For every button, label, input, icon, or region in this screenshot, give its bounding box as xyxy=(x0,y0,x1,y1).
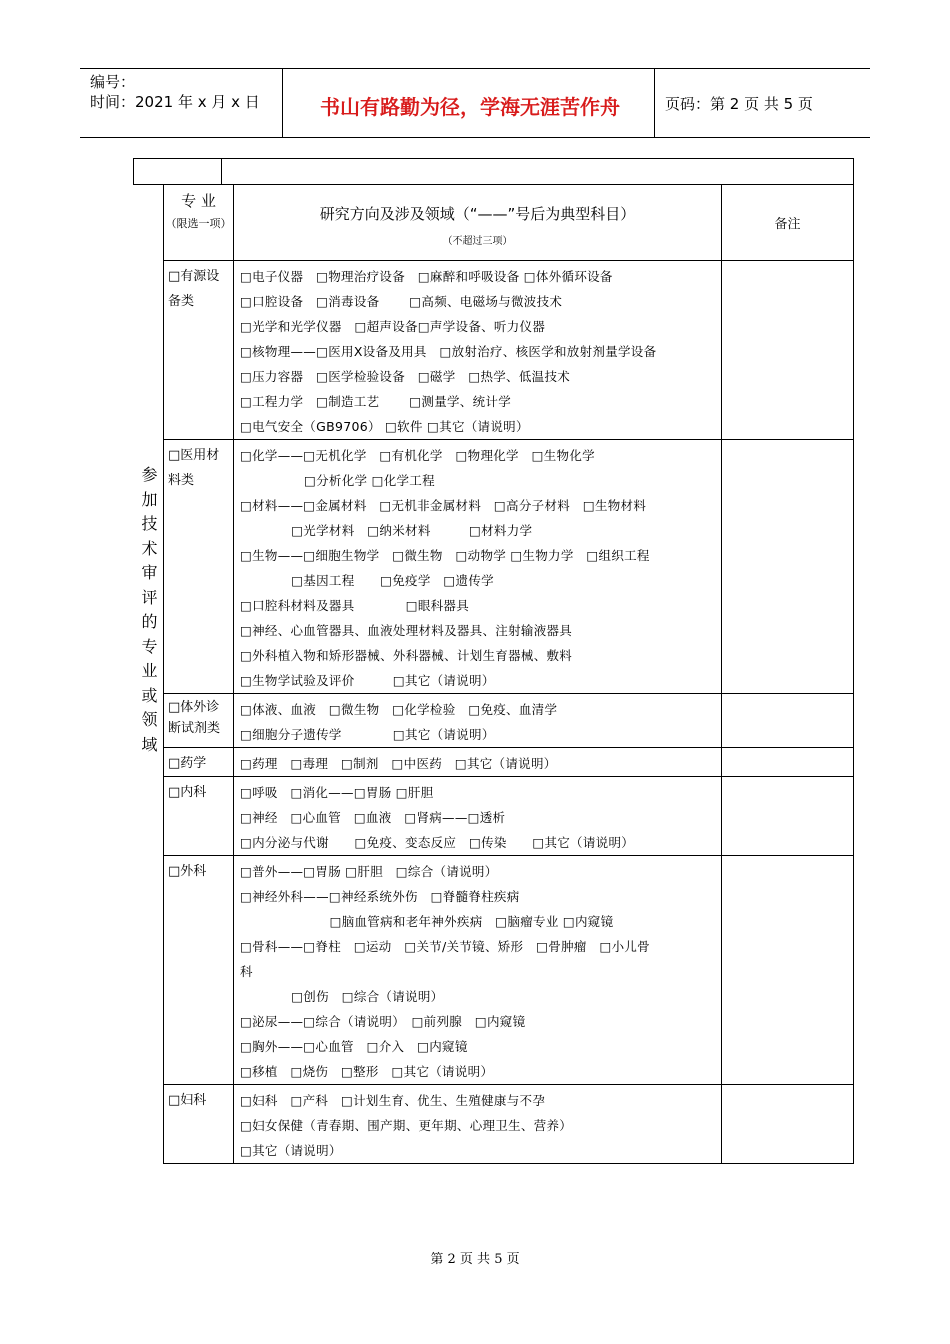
category-row xyxy=(134,856,854,1085)
side-label: 参加技术审评的专业或领域 xyxy=(141,465,158,754)
blank-top-row xyxy=(134,159,854,185)
category-checkbox[interactable]: □体外诊断试剂类 xyxy=(164,694,234,748)
option-line[interactable]: □材料——□金属材料 □无机非金属材料 □高分子材料 □生物材料 xyxy=(240,498,647,513)
option-line[interactable]: □体液、血液 □微生物 □化学检验 □免疫、血清学 xyxy=(240,702,558,717)
direction-cell xyxy=(234,694,722,748)
time-label: 时间：2021 年 x 月 x 日 xyxy=(90,93,260,111)
category-checkbox[interactable]: □妇科 xyxy=(164,1085,234,1164)
category-row xyxy=(134,777,854,856)
direction-note: （不超过三项） xyxy=(442,236,513,247)
category-row xyxy=(134,261,854,440)
remark-cell[interactable] xyxy=(722,261,854,440)
option-line[interactable]: □电气安全（GB9706） □软件 □其它（请说明） xyxy=(240,419,529,434)
direction-title: 研究方向及涉及领域（“——”号后为典型科目） xyxy=(319,205,636,223)
category-checkbox[interactable]: □外科 xyxy=(164,856,234,1085)
spec-note: （限选一项） xyxy=(165,217,232,230)
option-line[interactable]: □电子仪器 □物理治疗设备 □麻醉和呼吸设备 □体外循环设备 xyxy=(240,269,613,284)
option-line[interactable]: □基因工程 □免疫学 □遗传学 xyxy=(240,573,494,588)
option-line[interactable]: □胸外——□心血管 □介入 □内窥镜 xyxy=(240,1039,468,1054)
option-line[interactable]: □普外——□胃肠 □肝胆 □综合（请说明） xyxy=(240,864,498,879)
direction-cell xyxy=(234,777,722,856)
remark-cell[interactable] xyxy=(722,1085,854,1164)
option-line[interactable]: □光学材料 □纳米材料 □材料力学 xyxy=(240,523,533,538)
option-line[interactable]: □神经、心血管器具、血液处理材料及器具、注射输液器具 xyxy=(240,623,573,638)
option-line[interactable]: □工程力学 □制造工艺 □测量学、统计学 xyxy=(240,394,512,409)
option-line[interactable]: □细胞分子遗传学 □其它（请说明） xyxy=(240,727,495,742)
number-label: 编号： xyxy=(90,73,136,91)
blank-cell xyxy=(222,159,854,185)
direction-cell xyxy=(234,856,722,1085)
remark-cell[interactable] xyxy=(722,856,854,1085)
option-line[interactable]: □骨科——□脊柱 □运动 □关节/关节镜、矫形 □骨肿瘤 □小儿骨 xyxy=(240,939,650,954)
blank-cell xyxy=(134,159,222,185)
remark-cell[interactable] xyxy=(722,694,854,748)
direction-cell xyxy=(234,261,722,440)
category-row xyxy=(134,440,854,694)
option-line[interactable]: □神经外科——□神经系统外伤 □脊髓脊柱疾病 xyxy=(240,889,520,904)
option-line[interactable]: □内分泌与代谢 □免疫、变态反应 □传染 □其它（请说明） xyxy=(240,835,635,850)
spec-title: 专 业 xyxy=(181,192,216,210)
page-header xyxy=(80,68,870,138)
option-line[interactable]: □生物——□细胞生物学 □微生物 □动物学 □生物力学 □组织工程 xyxy=(240,548,650,563)
direction-cell xyxy=(234,1085,722,1164)
spec-header xyxy=(164,185,234,261)
option-line[interactable]: □妇科 □产科 □计划生育、优生、生殖健康与不孕 xyxy=(240,1093,546,1108)
option-line[interactable]: □泌尿——□综合（请说明） □前列腺 □内窥镜 xyxy=(240,1014,526,1029)
option-line[interactable]: □光学和光学仪器 □超声设备□声学设备、听力仪器 xyxy=(240,319,546,334)
category-row xyxy=(134,1085,854,1164)
option-line[interactable]: □创伤 □综合（请说明） xyxy=(240,989,444,1004)
option-line[interactable]: □外科植入物和矫形器械、外科器械、计划生育器械、敷料 xyxy=(240,648,573,663)
direction-cell xyxy=(234,748,722,777)
direction-cell xyxy=(234,440,722,694)
motto: 书山有路勤为径，学海无涯苦作舟 xyxy=(320,95,620,119)
option-line[interactable]: □化学——□无机化学 □有机化学 □物理化学 □生物化学 xyxy=(240,448,595,463)
option-line[interactable]: □移植 □烧伤 □整形 □其它（请说明） xyxy=(240,1064,494,1079)
category-row xyxy=(134,694,854,748)
remark-header: 备注 xyxy=(722,185,854,261)
category-row xyxy=(134,748,854,777)
option-line[interactable]: □妇女保健（青春期、围产期、更年期、心理卫生、营养） xyxy=(240,1118,573,1133)
option-line[interactable]: □口腔科材料及器具 □眼科器具 xyxy=(240,598,470,613)
review-form-table xyxy=(133,158,854,1164)
option-line[interactable]: □神经 □心血管 □血液 □肾病——□透析 xyxy=(240,810,506,825)
option-line[interactable]: □呼吸 □消化——□胃肠 □肝胆 xyxy=(240,785,434,800)
remark-cell[interactable] xyxy=(722,748,854,777)
option-line: 科 xyxy=(240,964,253,979)
category-checkbox[interactable]: □药学 xyxy=(164,748,234,777)
header-divider xyxy=(654,69,655,137)
option-line[interactable]: □药理 □毒理 □制剂 □中医药 □其它（请说明） xyxy=(240,756,557,771)
category-checkbox[interactable]: □内科 xyxy=(164,777,234,856)
header-divider xyxy=(282,69,283,137)
direction-header xyxy=(234,185,722,261)
category-checkbox[interactable]: □有源设备类 xyxy=(164,261,234,440)
page-label: 页码：第 2 页 共 5 页 xyxy=(665,95,813,113)
option-line[interactable]: □分析化学 □化学工程 xyxy=(240,473,435,488)
header-row xyxy=(134,185,854,261)
option-line[interactable]: □脑血管病和老年神外疾病 □脑瘤专业 □内窥镜 xyxy=(240,914,614,929)
side-label-cell xyxy=(134,185,164,1164)
option-line[interactable]: □压力容器 □医学检验设备 □磁学 □热学、低温技术 xyxy=(240,369,571,384)
option-line[interactable]: □其它（请说明） xyxy=(240,1143,342,1158)
option-line[interactable]: □核物理——□医用X设备及用具 □放射治疗、核医学和放射剂量学设备 xyxy=(240,344,657,359)
option-line[interactable]: □生物学试验及评价 □其它（请说明） xyxy=(240,673,495,688)
remark-cell[interactable] xyxy=(722,440,854,694)
page-footer: 第 2 页 共 5 页 xyxy=(430,1252,520,1267)
category-checkbox[interactable]: □医用材料类 xyxy=(164,440,234,694)
header-meta xyxy=(90,72,260,112)
option-line[interactable]: □口腔设备 □消毒设备 □高频、电磁场与微波技术 xyxy=(240,294,563,309)
remark-cell[interactable] xyxy=(722,777,854,856)
